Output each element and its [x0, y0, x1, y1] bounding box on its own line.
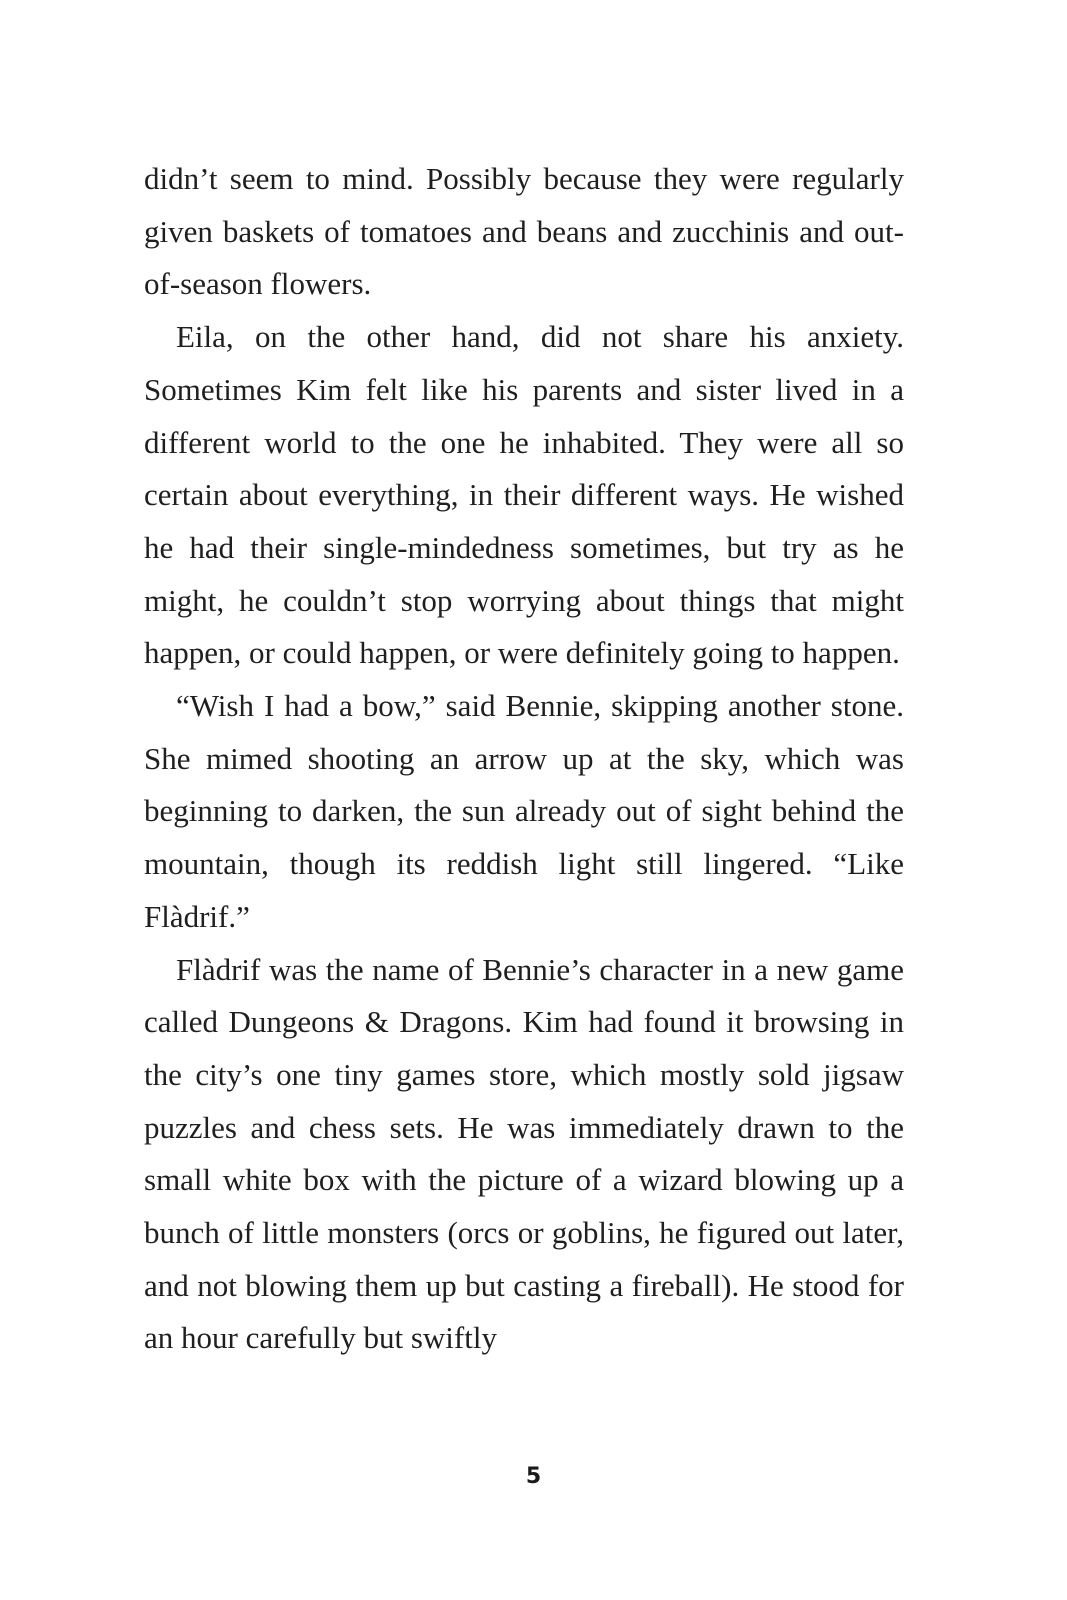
paragraph-continuation: didn’t seem to mind. Possibly because they were regularly given baskets of tomatoes and beans and zucchinis and out-of-season flowers.: [144, 161, 904, 302]
body-text: [144, 153, 904, 1365]
paragraph-bennie-bow: “Wish I had a bow,” said Bennie, skipping another stone. She mimed shooting an arrow up at the sky, which was beginning to darken, the sun already out of sight behind the mountain, though its reddish light still lingered. “Like Flàdrif.”: [144, 688, 904, 934]
page-number: 5: [525, 1464, 542, 1489]
paragraph-fladrif: Flàdrif was the name of Bennie’s character in a new game called Dungeons & Dragons. Kim had found it browsing in the city’s one tiny games store, which mostly sold jigsaw puzzles and chess sets. He was immediately drawn to the small white box with the picture of a wizard blowing up a bunch of little monsters (orcs or goblins, he figured out later, and not blowing them up but casting a fireball). He stood for an hour carefully but swiftly: [144, 951, 904, 1356]
paragraph-eila: Eila, on the other hand, did not share his anxiety. Sometimes Kim felt like his parents and sister lived in a different world to the one he inhabited. They were all so certain about everything, in their different ways. He wished he had their single-mindedness sometimes, but try as he might, he couldn’t stop worrying about things that might happen, or could happen, or were definitely going to happen.: [144, 319, 904, 671]
